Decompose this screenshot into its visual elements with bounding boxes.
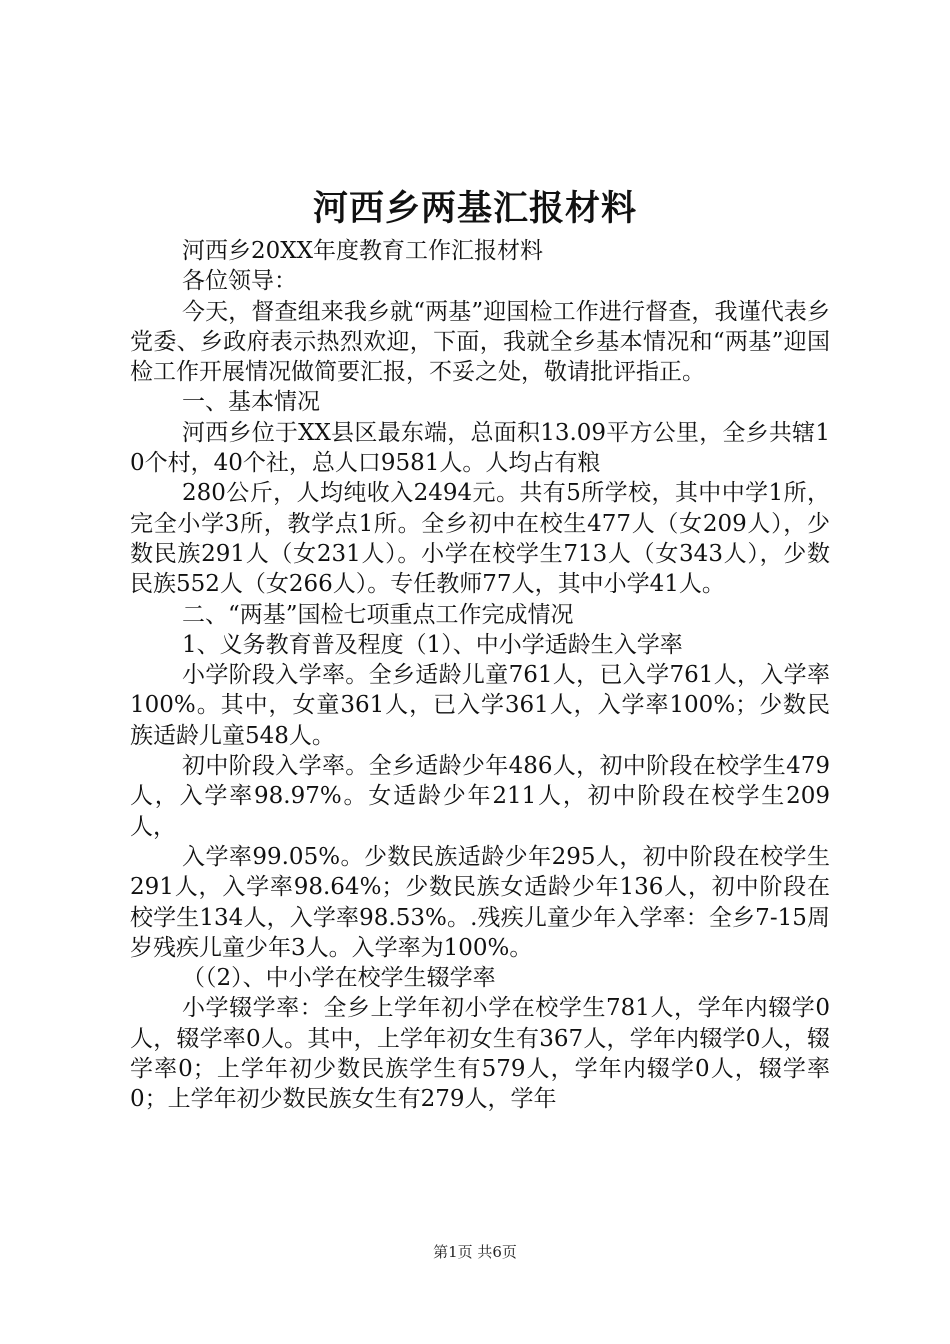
heading-enrollment: 1、义务教育普及程度（1）、中小学适龄生入学率: [182, 631, 683, 658]
page-footer: 第1页 共6页: [433, 1243, 517, 1261]
paragraph-report-subtitle: 河西乡20XX年度教育工作汇报材料: [182, 238, 544, 264]
document-body: [130, 236, 830, 1115]
paragraph-salutation: 各位领导：: [182, 268, 297, 295]
document-title: 河西乡两基汇报材料: [312, 188, 637, 229]
heading-basic-situation: 一、基本情况: [182, 389, 320, 416]
paragraph-location: 河西乡位于XX县区最东端，总面积13.09平方公里，全乡共辖10个村，40个社，总人口9581人。人均占有粮: [130, 419, 830, 477]
paragraph-primary-enrollment: 小学阶段入学率。全乡适龄儿童761人，已入学761人，入学率100%。其中，女童361人，已入学361人，入学率100%；少数民族适龄儿童548人。: [130, 662, 830, 749]
paragraph-opening: 今天，督查组来我乡就“两基”迎国检工作进行督查，我谨代表乡党委、乡政府表示热烈欢迎，下面，我就全乡基本情况和“两基”迎国检工作开展情况做简要汇报，不妥之处，敬请批评指正。: [130, 298, 830, 386]
paragraph-junior-enrollment: 初中阶段入学率。全乡适龄少年486人，初中阶段在校学生479人，入学率98.97%。女适龄少年211人，初中阶段在校学生209人，: [130, 753, 830, 840]
paragraph-schools: 280公斤，人均纯收入2494元。共有5所学校，其中中学1所，完全小学3所，教学点1所。全乡初中在校生477人（女209人），少数民族291人（女231人）。小学在校学生713人（女343人），少数民族552人（女266人）。专任教师77人，其中小学41人。: [130, 480, 830, 598]
paragraph-enrollment-rates: 入学率99.05%。少数民族适龄少年295人，初中阶段在校学生291人，入学率98.64%；少数民族女适龄少年136人，初中阶段在校学生134人，入学率98.53%。.残疾儿童少年入学率：全乡7-15周岁残疾儿童少年3人。入学率为100%。: [130, 843, 830, 961]
heading-dropout: （（2）、中小学在校学生辍学率: [182, 965, 496, 992]
heading-key-work: 二、“两基”国检七项重点工作完成情况: [182, 601, 574, 628]
paragraph-primary-dropout: 小学辍学率：全乡上学年初小学在校学生781人，学年内辍学0人，辍学率0人。其中，上学年初女生有367人，学年内辍学0人，辍学率0；上学年初少数民族学生有579人，学年内辍学0人，辍学率0；上学年初少数民族女生有279人，学年: [130, 995, 830, 1113]
